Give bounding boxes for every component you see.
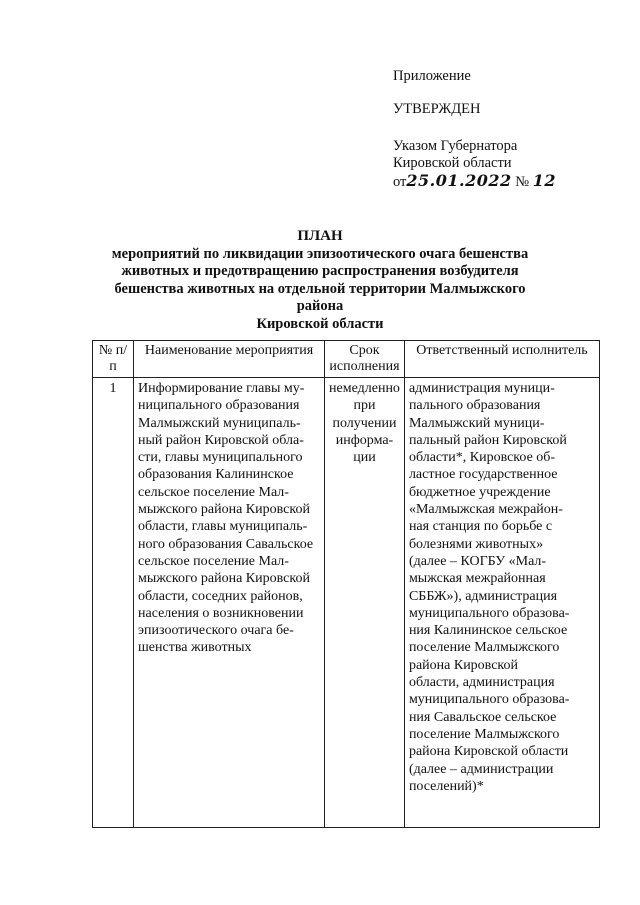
executor-line: поселение Малмыжского — [408, 726, 560, 742]
action-line: области, главы муниципаль- — [138, 519, 308, 535]
executor-line: администрация муници- — [408, 381, 555, 396]
term-line: информа- — [335, 432, 394, 448]
executor-line: болезнями животных» — [408, 536, 544, 552]
action-line: Информирование главы му- — [138, 381, 305, 396]
executor-line: (далее – КОГБУ «Мал- — [408, 553, 547, 569]
action-line: сельское поселение Мал- — [138, 553, 289, 569]
plan-subtitle — [90, 246, 550, 334]
executor-line: СББЖ»), администрация — [408, 588, 558, 604]
header-action: Наименование мероприятия — [134, 341, 325, 378]
handwritten-number: 12 — [532, 171, 556, 190]
appendix-label: Приложение — [393, 68, 471, 84]
plan-title — [90, 228, 550, 333]
subtitle-line: Кировской области — [256, 315, 384, 332]
executor-line: пального образования — [408, 398, 541, 414]
action-line: Малмыжский муниципаль- — [138, 415, 301, 431]
action-line: населения о возникновении — [138, 605, 304, 621]
term-line: при — [353, 398, 376, 414]
term-line: ции — [353, 450, 376, 466]
executor-line: бюджетное учреждение — [408, 484, 551, 500]
plan-table — [92, 340, 600, 828]
table-header-row — [93, 341, 600, 378]
executor-line: области*, Кировское об- — [408, 450, 556, 466]
action-line: шенства животных — [138, 640, 252, 656]
action-line: ный район Кировской обла- — [138, 432, 304, 448]
executor-line: поселение Малмыжского — [408, 640, 560, 656]
row-executor — [404, 378, 599, 828]
subtitle-line: животных и предотвращению распространения возбудителя — [121, 263, 519, 279]
approval-block — [393, 68, 623, 191]
executor-line: мыжская межрайонная — [408, 571, 546, 587]
handwritten-date: 25.01.2022 — [406, 171, 512, 190]
executor-line: ная станция по борьбе с — [408, 519, 553, 535]
subtitle-line: мероприятий по ликвидации эпизоотического очага бешенства — [111, 245, 529, 262]
approved-label: УТВЕРЖДЕН — [393, 101, 481, 117]
executor-line: района Кировской — [408, 657, 519, 673]
header-executor: Ответственный исполнитель — [404, 341, 599, 378]
action-line: мыжского района Кировской — [138, 502, 310, 518]
decree-line-2: Кировской области — [393, 155, 512, 171]
executor-line: (далее – администрации — [408, 761, 554, 777]
executor-line: области, администрация — [408, 675, 555, 691]
executor-line: ния Савальское сельское — [408, 709, 557, 725]
action-line: ного образования Савальское — [138, 536, 314, 552]
executor-line: «Малмыжская межрайон- — [408, 502, 563, 518]
table-row — [93, 378, 600, 828]
action-line: области, соседних районов, — [138, 588, 303, 604]
action-line: эпизоотического очага бе- — [138, 623, 294, 639]
executor-line: района Кировской области — [408, 744, 569, 760]
row-term — [325, 378, 405, 828]
term-line: немедленно — [329, 381, 400, 396]
row-action — [134, 378, 325, 828]
executor-line: поселений)* — [408, 778, 484, 794]
date-prefix: от — [393, 174, 407, 190]
executor-line: ластное государственное — [408, 467, 558, 483]
executor-line: ния Калининское сельское — [408, 623, 568, 639]
row-number: 1 — [93, 378, 134, 828]
executor-line: муниципального образова- — [408, 692, 570, 708]
plan-heading: ПЛАН — [297, 228, 343, 244]
action-line: сти, главы муниципального — [138, 450, 303, 466]
executor-line: пальный район Кировской — [408, 432, 567, 448]
subtitle-line: бешенства животных на отдельной территории Малмыжского района — [114, 280, 526, 314]
number-prefix: № — [515, 174, 530, 190]
executor-line: Малмыжский муници- — [408, 415, 545, 431]
action-line: ниципального образования — [138, 398, 300, 414]
action-line: мыжского района Кировской — [138, 571, 310, 587]
executor-line: муниципального образова- — [408, 605, 570, 621]
term-line: получении — [332, 415, 397, 431]
action-line: сельское поселение Мал- — [138, 484, 289, 500]
decree-line-1: Указом Губернатора — [393, 138, 518, 154]
header-term: Срок исполнения — [325, 341, 405, 378]
header-number: № п/п — [93, 341, 134, 378]
decree-date-line — [393, 172, 623, 191]
action-line: образования Калининское — [138, 467, 294, 483]
